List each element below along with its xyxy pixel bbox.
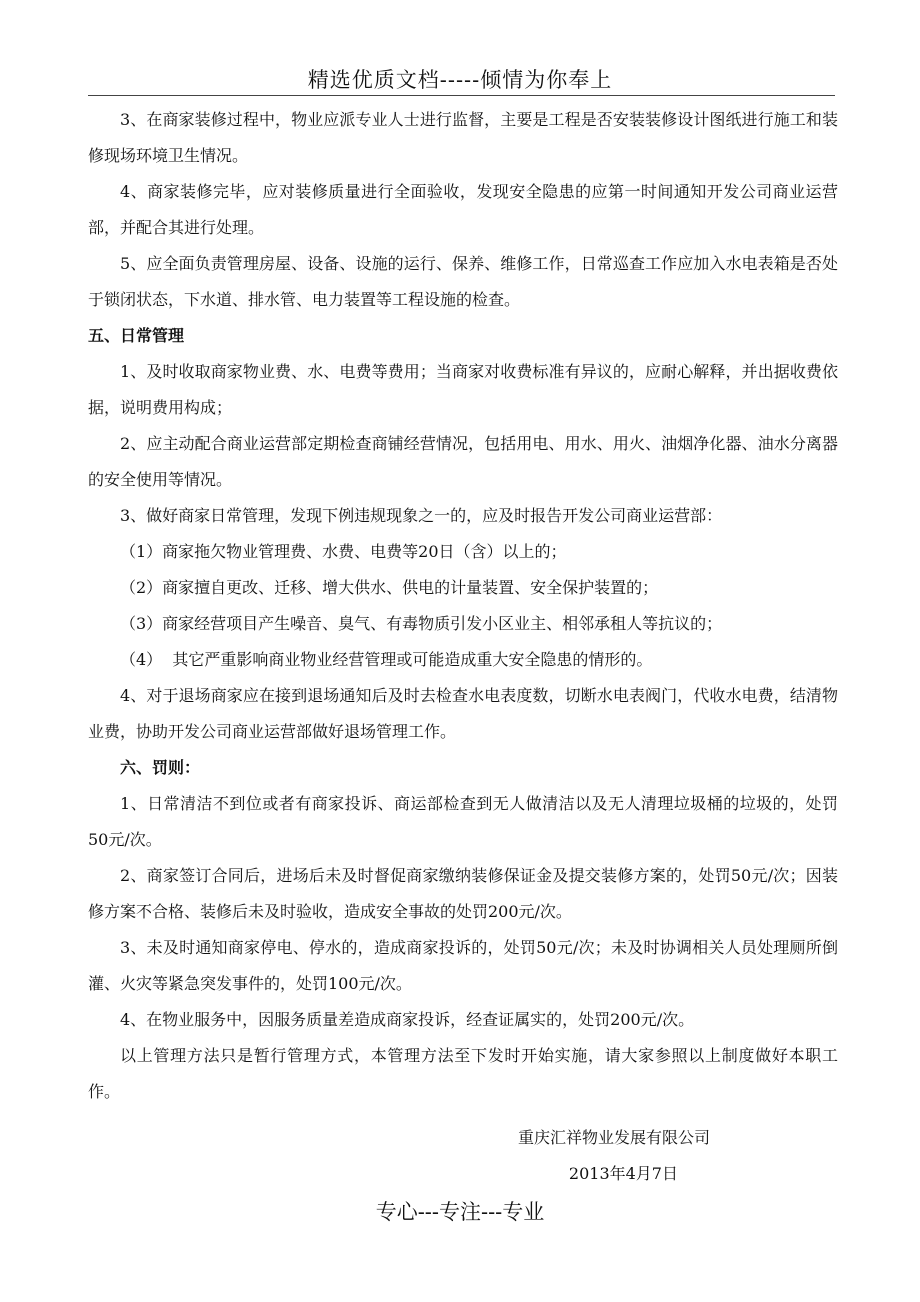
sub-list-item: （2）商家擅自更改、迁移、增大供水、供电的计量装置、安全保护装置的； bbox=[120, 578, 659, 597]
header-rule bbox=[88, 95, 835, 96]
list-item: 1、及时收取商家物业费、水、电费等费用；当商家对收费标准有异议的，应耐心解释，并出据收费依据，说明费用构成； bbox=[88, 362, 838, 417]
list-item: 1、日常清洁不到位或者有商家投诉、商运部检查到无人做清洁以及无人清理垃圾桶的垃圾的，处罚50元/次。 bbox=[88, 794, 838, 849]
paragraph: 3、在商家装修过程中，物业应派专业人士进行监督，主要是工程是否安装装修设计图纸进行施工和装修现场环境卫生情况。 bbox=[88, 110, 838, 165]
page-footer: 专心---专注---专业 bbox=[375, 1200, 545, 1224]
paragraph: 5、应全面负责管理房屋、设备、设施的运行、保养、维修工作，日常巡查工作应加入水电表箱是否处于锁闭状态，下水道、排水管、电力装置等工程设施的检查。 bbox=[88, 254, 838, 309]
document-body bbox=[88, 102, 838, 1192]
list-item: 2、商家签订合同后，进场后未及时督促商家缴纳装修保证金及提交装修方案的，处罚50元/次；因装修方案不合格、装修后未及时验收，造成安全事故的处罚200元/次。 bbox=[88, 866, 838, 921]
list-item: 4、对于退场商家应在接到退场通知后及时去检查水电表度数，切断水电表阀门，代收水电费，结清物业费，协助开发公司商业运营部做好退场管理工作。 bbox=[88, 686, 838, 741]
sub-list-item: （3）商家经营项目产生噪音、臭气、有毒物质引发小区业主、相邻承租人等抗议的； bbox=[120, 614, 723, 633]
list-item: 4、在物业服务中，因服务质量差造成商家投诉，经查证属实的，处罚200元/次。 bbox=[120, 1010, 695, 1029]
section-title-penalties: 六、罚则： bbox=[120, 758, 201, 777]
signature-date: 2013年4月7日 bbox=[568, 1164, 678, 1183]
section-title-daily-management: 五、日常管理 bbox=[88, 326, 185, 345]
sub-list-item: （1）商家拖欠物业管理费、水费、电费等20日（含）以上的； bbox=[120, 542, 567, 561]
sub-list-item: （4） 其它严重影响商业物业经营管理或可能造成重大安全隐患的情形的。 bbox=[120, 650, 653, 669]
signature-company: 重庆汇祥物业发展有限公司 bbox=[517, 1128, 710, 1147]
list-item: 3、未及时通知商家停电、停水的，造成商家投诉的，处罚50元/次；未及时协调相关人员处理厕所倒灌、火灾等紧急突发事件的，处罚100元/次。 bbox=[88, 938, 838, 993]
list-item: 3、做好商家日常管理，发现下例违规现象之一的，应及时报告开发公司商业运营部： bbox=[120, 506, 723, 525]
closing-paragraph: 以上管理方法只是暂行管理方式，本管理方法至下发时开始实施，请大家参照以上制度做好本职工作。 bbox=[88, 1046, 838, 1101]
page-header: 精选优质文档-----倾情为你奉上 bbox=[307, 68, 613, 92]
list-item: 2、应主动配合商业运营部定期检查商铺经营情况，包括用电、用水、用火、油烟净化器、油水分离器的安全使用等情况。 bbox=[88, 434, 838, 489]
paragraph: 4、商家装修完毕，应对装修质量进行全面验收，发现安全隐患的应第一时间通知开发公司商业运营部，并配合其进行处理。 bbox=[88, 182, 838, 237]
